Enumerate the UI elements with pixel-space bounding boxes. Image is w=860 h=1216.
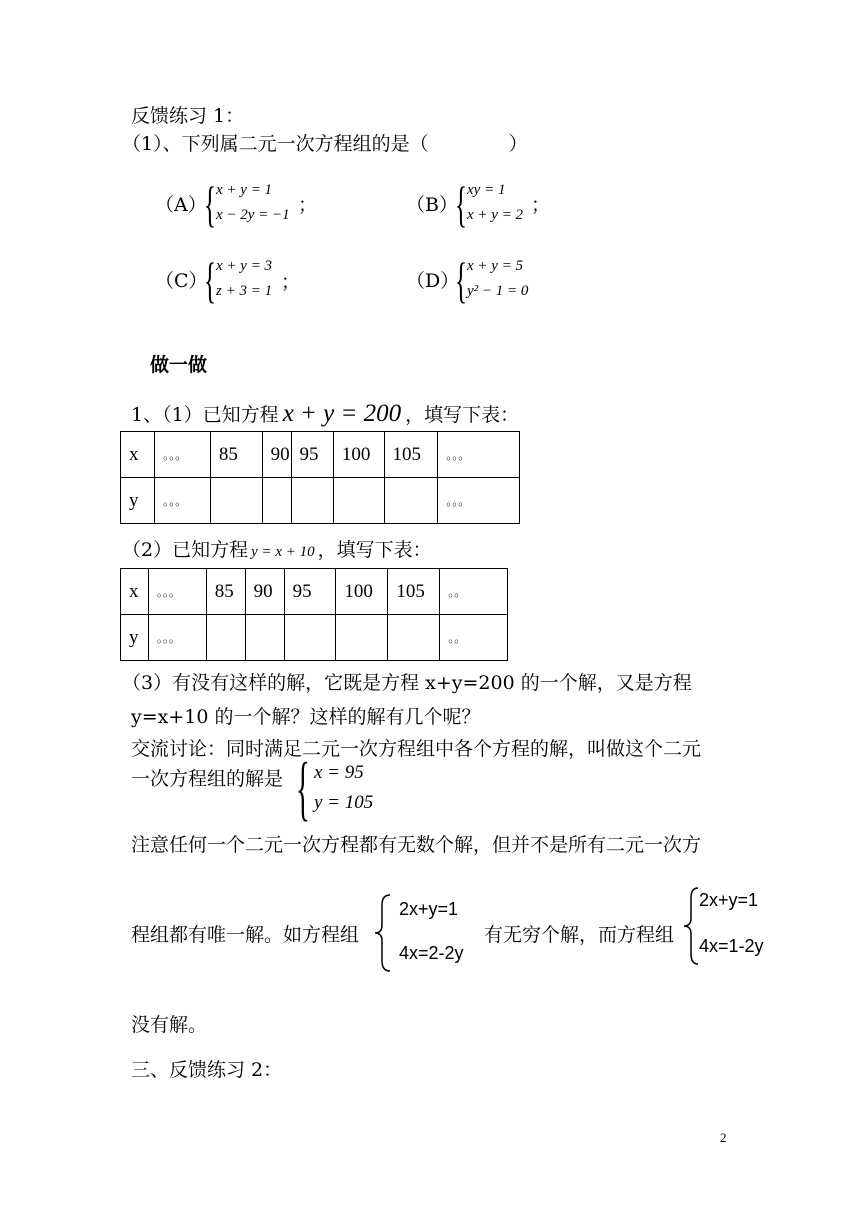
table-cell	[210, 478, 262, 524]
section3-title: 三、反馈练习 2：	[131, 1059, 283, 1081]
brace-icon: {	[296, 748, 310, 828]
option-c-end: ；	[281, 271, 301, 293]
table-cell	[206, 615, 245, 661]
option-c-label: （C）	[155, 270, 208, 292]
table-cell: 105	[384, 432, 438, 478]
table-cell: 85	[210, 432, 262, 478]
table-cell: x	[121, 569, 149, 615]
system-none-eq2: 4x=1-2y	[699, 936, 764, 956]
table-cell: 95	[284, 569, 336, 615]
discussion-line1: 交流讨论：同时满足二元一次方程组中各个方程的解，叫做这个二元	[131, 738, 702, 760]
table-cell	[245, 615, 284, 661]
question-1-close: ）	[508, 133, 528, 155]
table-cell: 95	[291, 432, 333, 478]
brace-icon: {	[455, 252, 467, 308]
table-cell: 90	[262, 432, 291, 478]
system-none-eq1: 2x+y=1	[699, 890, 759, 910]
table-cell: 。。。	[155, 432, 211, 478]
option-b-end: ；	[531, 194, 551, 216]
note-line1: 注意任何一个二元一次方程都有无数个解，但并不是所有二元一次方	[131, 834, 702, 856]
table-cell	[284, 615, 336, 661]
heading-doit: 做一做	[150, 354, 208, 376]
table-cell: 85	[206, 569, 245, 615]
table-cell: 。。。	[148, 615, 206, 661]
paragraph-2-equation: y = x + 10	[251, 544, 315, 560]
page-number: 2	[720, 1130, 727, 1145]
brace-icon: {	[455, 176, 467, 232]
note-line2-middle: 有无穷个解，而方程组	[484, 924, 675, 946]
table-cell: 。。。	[438, 478, 520, 524]
system-infinite-eq2: 4x=2-2y	[399, 943, 464, 963]
table-cell	[336, 615, 388, 661]
option-d-eq2: y² − 1 = 0	[467, 283, 529, 299]
paragraph-1-suffix: ，填写下表：	[405, 404, 520, 426]
option-b-label: （B）	[406, 194, 458, 216]
option-d-eq1: x + y = 5	[467, 258, 524, 274]
table-cell: 。。。	[438, 432, 520, 478]
paragraph-3-line1: （3）有没有这样的解，它既是方程 x+y=200 的一个解，又是方程	[122, 672, 692, 694]
question-1-text: （1）、下列属二元一次方程组的是（	[122, 133, 429, 155]
paragraph-2-suffix: ，填写下表：	[317, 539, 432, 561]
option-b-eq2: x + y = 2	[467, 207, 524, 223]
table-row	[121, 569, 508, 615]
table-row	[121, 615, 508, 661]
table-cell: 。。。	[148, 569, 206, 615]
table-cell: x	[121, 432, 155, 478]
table-cell	[388, 615, 440, 661]
table-cell	[262, 478, 291, 524]
table-cell: 。。。	[155, 478, 211, 524]
table-cell: 。。	[440, 569, 508, 615]
table-cell: y	[121, 478, 155, 524]
paragraph-2	[122, 538, 432, 564]
brace-icon: {	[204, 176, 216, 232]
option-a-label: （A）	[155, 194, 207, 216]
table-cell: 100	[333, 432, 384, 478]
option-a-eq2: x − 2y = −1	[216, 207, 290, 223]
note-line3: 没有解。	[131, 1014, 208, 1036]
table-cell: y	[121, 615, 149, 661]
brace-icon	[372, 893, 394, 973]
paragraph-3-line2: y=x+10 的一个解？这样的解有几个呢？	[131, 706, 481, 728]
table-1	[120, 431, 520, 524]
discussion-line2: 一次方程组的解是	[131, 768, 284, 790]
paragraph-1-equation: x + y = 200	[282, 400, 402, 427]
table-2	[120, 568, 508, 661]
paragraph-1	[131, 402, 519, 427]
option-a-eq1: x + y = 1	[216, 182, 273, 198]
note-line2-start: 程组都有唯一解。如方程组	[131, 924, 360, 946]
option-d-label: （D）	[406, 270, 460, 292]
table-row	[121, 478, 520, 524]
option-b-eq1: xy = 1	[467, 182, 506, 198]
table-cell: 100	[336, 569, 388, 615]
option-a-end: ；	[298, 194, 318, 216]
system-infinite-eq1: 2x+y=1	[399, 899, 459, 919]
section1-title: 反馈练习 1：	[131, 105, 245, 127]
option-c-eq1: x + y = 3	[216, 258, 273, 274]
table-cell: 105	[388, 569, 440, 615]
solution-x: x = 95	[314, 762, 364, 783]
paragraph-1-prefix: 1、（1）已知方程	[131, 404, 279, 426]
table-cell	[333, 478, 384, 524]
question-1	[122, 132, 528, 156]
table-cell	[384, 478, 438, 524]
table-row	[121, 432, 520, 478]
solution-y: y = 105	[314, 792, 374, 813]
table-cell: 90	[245, 569, 284, 615]
brace-icon: {	[204, 252, 216, 308]
table-cell	[291, 478, 333, 524]
table-cell: 。。	[440, 615, 508, 661]
option-c-eq2: z + 3 = 1	[216, 283, 273, 299]
paragraph-2-prefix: （2）已知方程	[122, 539, 249, 561]
